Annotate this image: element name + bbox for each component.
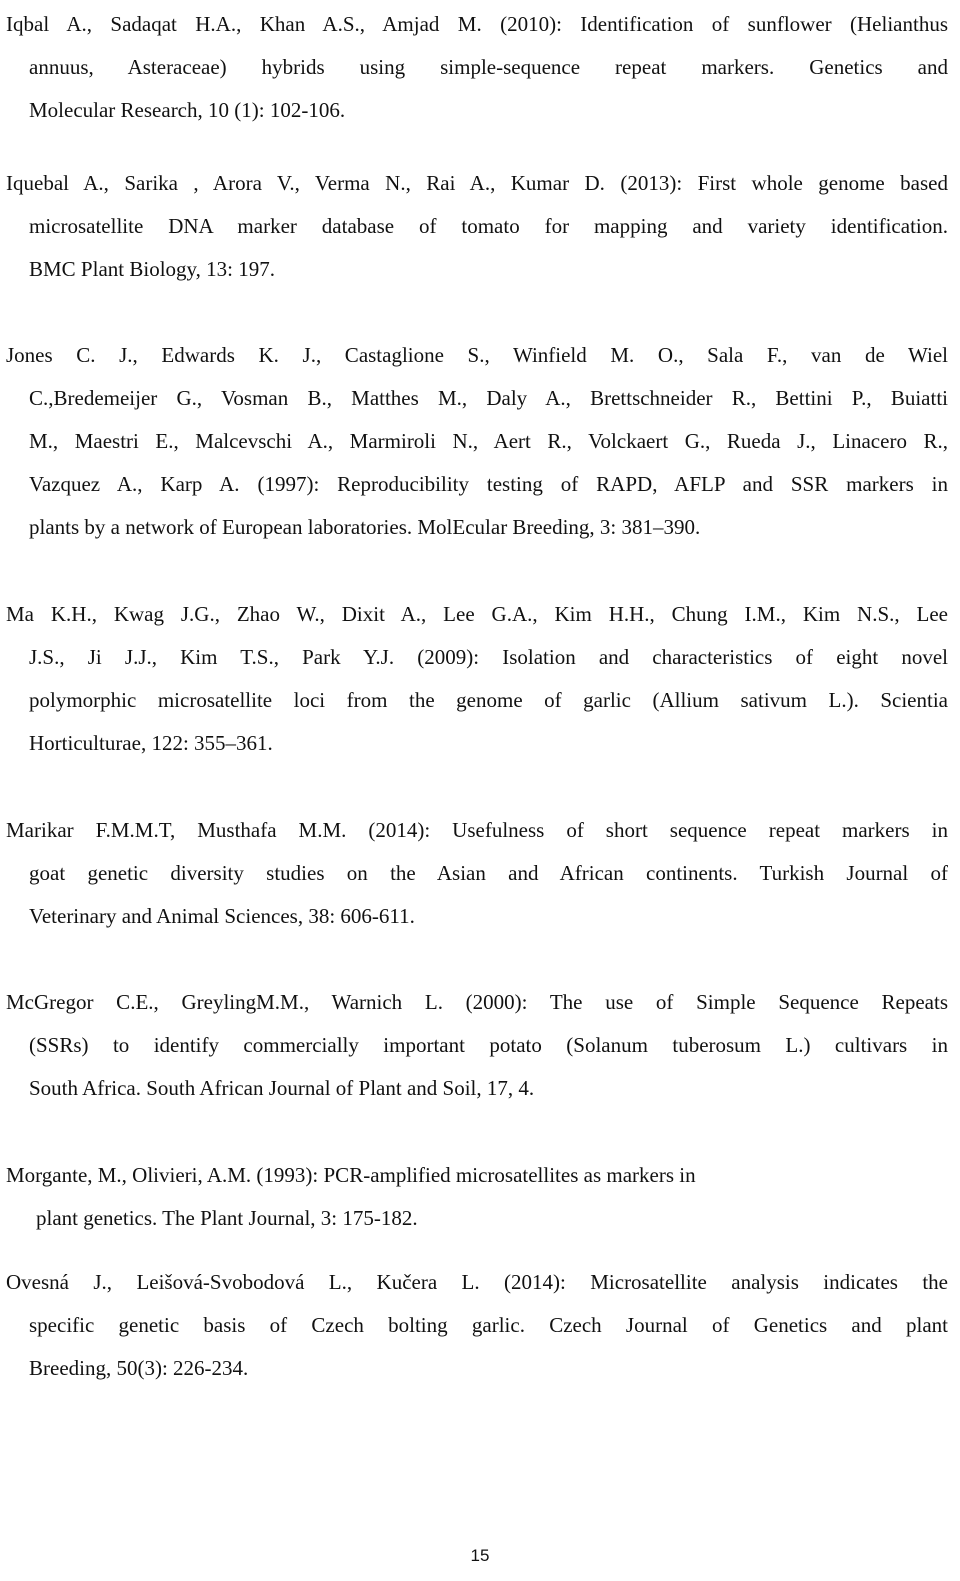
reference-line: annuus, Asteraceae) hybrids using simple-sequence repeat markers. Genetics and	[29, 55, 948, 79]
reference-line: Veterinary and Animal Sciences, 38: 606-611.	[29, 904, 415, 928]
reference-line: Morgante, M., Olivieri, A.M. (1993): PCR-amplified microsatellites as markers in	[6, 1163, 696, 1187]
reference-line: BMC Plant Biology, 13: 197.	[29, 257, 276, 281]
reference-marikar	[6, 809, 948, 938]
reference-line: C.,Bredemeijer G., Vosman B., Matthes M., Daly A., Brettschneider R., Bettini P., Buiatti	[29, 386, 948, 410]
reference-jones	[6, 334, 948, 549]
reference-mcgregor	[6, 981, 948, 1110]
reference-line: Ovesná J., Leišová-Svobodová L., Kučera L. (2014): Microsatellite analysis indicates the	[6, 1270, 948, 1294]
reference-line: McGregor C.E., GreylingM.M., Warnich L. (2000): The use of Simple Sequence Repeats	[6, 990, 948, 1014]
reference-line: Molecular Research, 10 (1): 102-106.	[29, 98, 346, 122]
reference-line: South Africa. South African Journal of Plant and Soil, 17, 4.	[29, 1076, 535, 1100]
reference-morgante	[6, 1154, 948, 1240]
reference-line: Jones C. J., Edwards K. J., Castaglione S., Winfield M. O., Sala F., van de Wiel	[6, 343, 948, 367]
reference-line: polymorphic microsatellite loci from the genome of garlic (Allium sativum L.). Scientia	[29, 688, 948, 712]
reference-line: Breeding, 50(3): 226-234.	[29, 1356, 249, 1380]
reference-line: J.S., Ji J.J., Kim T.S., Park Y.J. (2009): Isolation and characteristics of eight novel	[29, 645, 948, 669]
reference-line: Horticulturae, 122: 355–361.	[29, 731, 273, 755]
reference-line: specific genetic basis of Czech bolting garlic. Czech Journal of Genetics and plant	[29, 1313, 948, 1337]
reference-line: (SSRs) to identify commercially important potato (Solanum tuberosum L.) cultivars in	[29, 1033, 948, 1057]
reference-line: plants by a network of European laboratories. MolEcular Breeding, 3: 381–390.	[29, 515, 701, 539]
reference-line: Iquebal A., Sarika , Arora V., Verma N., Rai A., Kumar D. (2013): First whole genome based	[6, 171, 948, 195]
reference-iqbal	[6, 3, 948, 132]
reference-line: microsatellite DNA marker database of tomato for mapping and variety identification.	[29, 214, 948, 238]
reference-line: goat genetic diversity studies on the Asian and African continents. Turkish Journal of	[29, 861, 948, 885]
reference-line: M., Maestri E., Malcevschi A., Marmiroli N., Aert R., Volckaert G., Rueda J., Linacero R.,	[29, 429, 948, 453]
reference-ma	[6, 593, 948, 765]
reference-line: plant genetics. The Plant Journal, 3: 175-182.	[36, 1206, 418, 1230]
reference-line: Ma K.H., Kwag J.G., Zhao W., Dixit A., Lee G.A., Kim H.H., Chung I.M., Kim N.S., Lee	[6, 602, 948, 626]
reference-iquebal	[6, 162, 948, 291]
reference-line: Vazquez A., Karp A. (1997): Reproducibility testing of RAPD, AFLP and SSR markers in	[29, 472, 948, 496]
reference-line: Marikar F.M.M.T, Musthafa M.M. (2014): Usefulness of short sequence repeat markers in	[6, 818, 948, 842]
reference-line: Iqbal A., Sadaqat H.A., Khan A.S., Amjad M. (2010): Identification of sunflower (Helianthus	[6, 12, 948, 36]
page-number: 15	[470, 1546, 490, 1565]
reference-ovesna	[6, 1261, 948, 1390]
